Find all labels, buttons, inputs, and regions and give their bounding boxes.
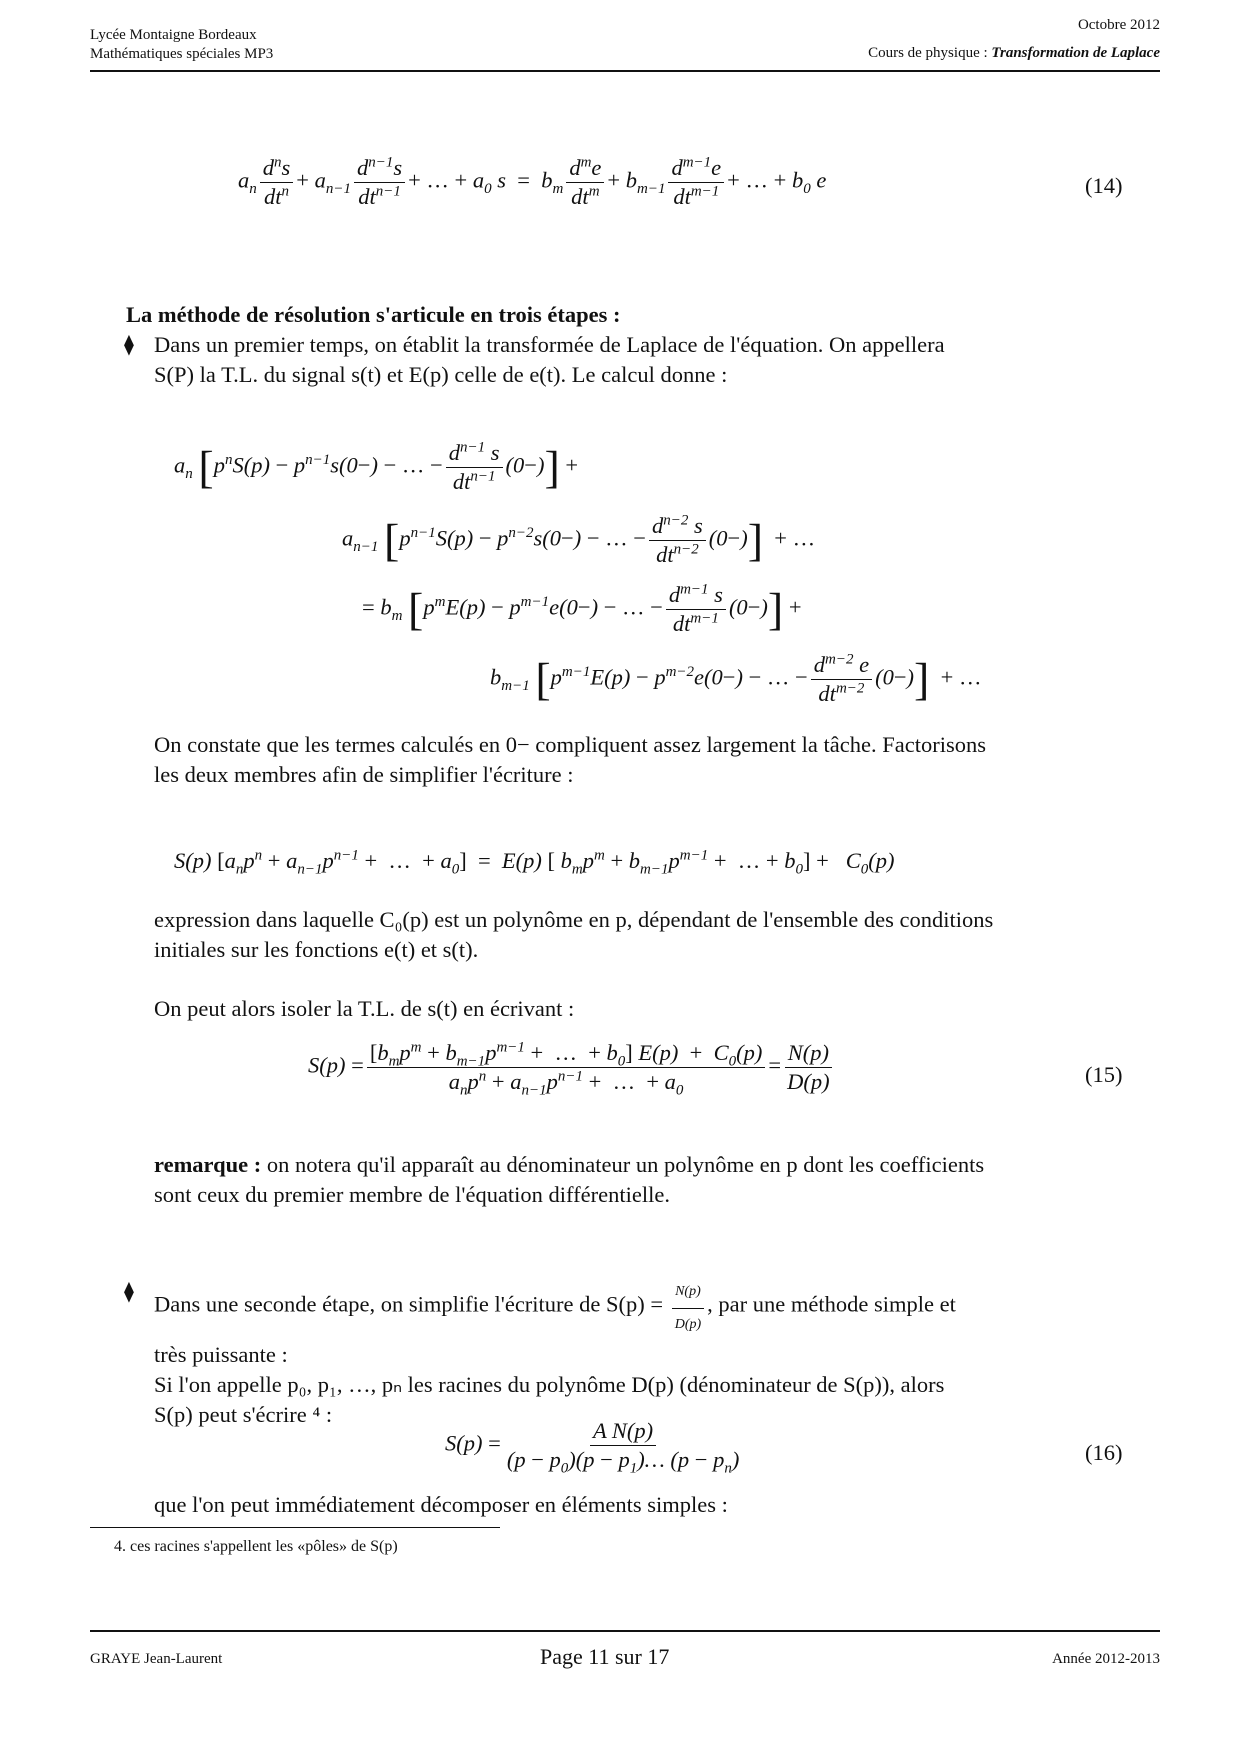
footer-page-number: Page 11 sur 17	[540, 1644, 670, 1669]
paragraph-constate: On constate que les termes calculés en 0− compliquent assez largement la tâche. Factorisons les deux membres afin de simplifier l'écriture :	[154, 732, 986, 787]
header-school: Lycée Montaigne Bordeaux	[90, 27, 257, 43]
equation-15: S(p) = $\frac{[b_mp^m + b_{m-1}p^{m-1} + \dots + b_0] E(p) + C_0(p)}{a_np^n + a_{n-1}p^{n-1} + \dots + a_0}$ = $\frac{N(p)}{D(p)}$	[308, 1040, 836, 1095]
bullet1-text: Dans un premier temps, on établit la transformée de Laplace de l'équation. On appellera S(P) la T.L. du signal s(t) et E(p) celle de e(t). Le calcul donne :	[154, 332, 945, 387]
diamond-bullet-icon: ⧫	[124, 1281, 134, 1303]
footer-year: Année 2012-2013	[1052, 1651, 1160, 1667]
laplace-expansion-line1: $a_n$ [$p^nS(p) - p^{n-1}s(0-)$ − … − $\frac{d^{n-1} s}{dt^{n-1}}$ (0−)] +	[174, 439, 579, 494]
equation-15-number: (15)	[1085, 1062, 1123, 1087]
paragraph-isoler: On peut alors isoler la T.L. de s(t) en écrivant :	[154, 996, 575, 1021]
footer-rule	[90, 1630, 1160, 1632]
footnote: 4. ces racines s'appellent les «pôles» de S(p)	[114, 1538, 398, 1555]
header-institution	[90, 26, 273, 64]
header-date: Octobre 2012	[1077, 17, 1160, 33]
factored-equation: S(p) [$a_np^n + a_{n-1}p^{n-1}$ + … + $a_0] = E(p)$ [ $b_mp^m + b_{m-1}p^{m-1}$ + … + $b_0] + C_0(p)$	[174, 847, 895, 878]
equation-14: $a_n$ $\frac{d^ns}{dt^n}$ + $a_{n-1}$ $\frac{d^{n-1}s}{dt^{n-1}}$ + … + $a_0$ $s = b_m$ $\frac{d^me}{dt^m}$ + $b_{m-1}$ $\frac{d^{m-1}e}{dt^{m-1}}$ + … + $b_0$ e	[238, 154, 827, 209]
bullet2-text: Dans une seconde étape, on simplifie l'écriture de S(p) = $\frac{N(p)}{D(p)}$ , par une méthode simple et très puissante : Si l'on appelle p₀, p₁, …, pₙ les racines du polynôme D(p) (dénominateur de S(p)), alors S(p) peut s'écrire ⁴ :	[154, 1277, 1144, 1430]
paragraph-decomposer: que l'on peut immédiatement décomposer en éléments simples :	[154, 1492, 728, 1517]
equation-16-number: (16)	[1085, 1440, 1123, 1465]
remarque: remarque : on notera qu'il apparaît au dénominateur un polynôme en p dont les coefficients sont ceux du premier membre de l'équation différentielle.	[154, 1152, 985, 1207]
header-course	[868, 16, 1160, 63]
equation-14-number: (14)	[1085, 173, 1123, 198]
section-title: La méthode de résolution s'articule en trois étapes :	[126, 302, 621, 327]
remarque-label: remarque :	[154, 1152, 262, 1177]
equation-16: S(p) = $\frac{\text{A N(p)}}{(p - p_0)(p - p_1)\dots (p - p_n)}$	[445, 1418, 740, 1477]
header-rule	[90, 70, 1160, 72]
header-class: Mathématiques spéciales MP3	[90, 46, 274, 62]
laplace-expansion-line4: $b_{m-1}$ [$p^{m-1}E(p) - p^{m-2}e(0-)$ − … − $\frac{d^{m-2} e}{dt^{m-2}}$ (0−)] + …	[490, 651, 982, 706]
header-course-prefix: Cours de physique :	[868, 45, 992, 61]
footer-author: GRAYE Jean-Laurent	[90, 1651, 223, 1667]
paragraph-expression: expression dans laquelle C₀(p) est un polynôme en p, dépendant de l'ensemble des conditions initiales sur les fonctions e(t) et s(t).	[154, 907, 994, 962]
laplace-expansion-line2: $a_{n-1}$ [$p^{n-1}S(p) - p^{n-2}s(0-)$ − … − $\frac{d^{n-2} s}{dt^{n-2}}$ (0−)] + …	[342, 512, 816, 567]
footnote-rule	[90, 1527, 500, 1528]
diamond-bullet-icon: ⧫	[124, 334, 134, 356]
laplace-expansion-line3: = $b_m$ [$p^mE(p) - p^{m-1}e(0-)$ − … − $\frac{d^{m-1} s}{dt^{m-1}}$ (0−)] +	[362, 581, 802, 636]
header-course-title: Transformation de Laplace	[991, 45, 1160, 61]
